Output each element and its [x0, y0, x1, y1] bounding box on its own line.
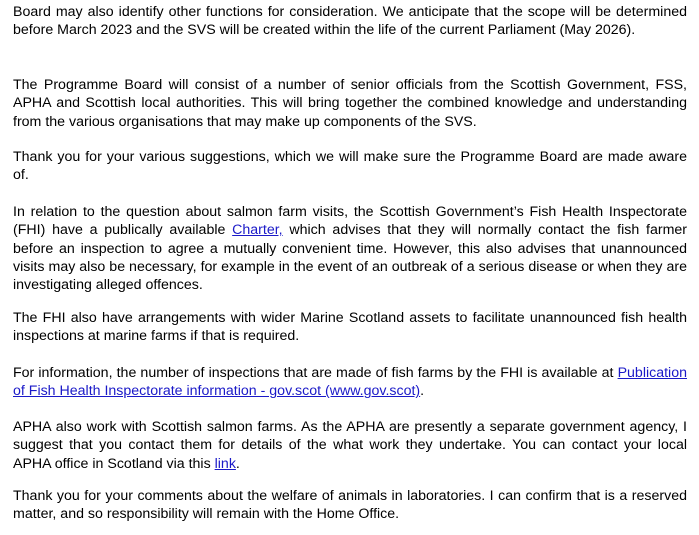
paragraph-text: which advises that they will normally contact the fish farmer before an inspection to agree a mutually convenient time. However, this also advises that unannounced visits may also be necessary, for example in the event of an outbreak of a serious disease or when they are investigating alleged offences.	[13, 222, 687, 294]
paragraph-text: .	[235, 455, 240, 472]
paragraph-inspections-info	[13, 364, 687, 401]
paragraph-text: In relation to the question about salmon farm visits, the Scottish Government’s Fish Health Inspectorate (FHI) have a publically available	[13, 204, 687, 239]
apha-office-link[interactable]: link	[214, 455, 236, 472]
paragraph-marine-scotland: The FHI also have arrangements with wider Marine Scotland assets to facilitate unannounced fish health inspections at marine farms if that is required.	[13, 310, 687, 345]
paragraph-scope: Board may also identify other functions for consideration. We anticipate that the scope will be determined before March 2023 and the SVS will be created within the life of the current Parliament (May 2026).	[13, 4, 687, 39]
fhi-publication-link[interactable]: Publication of Fish Health Inspectorate information - gov.scot (www.gov.scot)	[13, 365, 687, 400]
charter-link[interactable]: Charter,	[232, 222, 283, 239]
paragraph-salmon-farm-visits	[13, 203, 687, 294]
paragraph-apha	[13, 418, 687, 473]
paragraph-text: .	[420, 383, 425, 400]
paragraph-text: APHA also work with Scottish salmon farms. As the APHA are presently a separate government agency, I suggest that you contact them for details of the what work they undertake. You can contact your local APHA office in Scotland via this	[13, 419, 687, 472]
paragraph-programme-board: The Programme Board will consist of a number of senior officials from the Scottish Government, FSS, APHA and Scottish local authorities. This will bring together the combined knowledge and understanding from the various organisations that may make up components of the SVS.	[13, 77, 687, 130]
paragraph-suggestions: Thank you for your various suggestions, which we will make sure the Programme Board are made aware of.	[13, 149, 687, 184]
paragraph-text: For information, the number of inspections that are made of fish farms by the FHI is available at	[13, 365, 618, 381]
paragraph-laboratory-animals: Thank you for your comments about the welfare of animals in laboratories. I can confirm that is a reserved matter, and so responsibility will remain with the Home Office.	[13, 488, 687, 523]
